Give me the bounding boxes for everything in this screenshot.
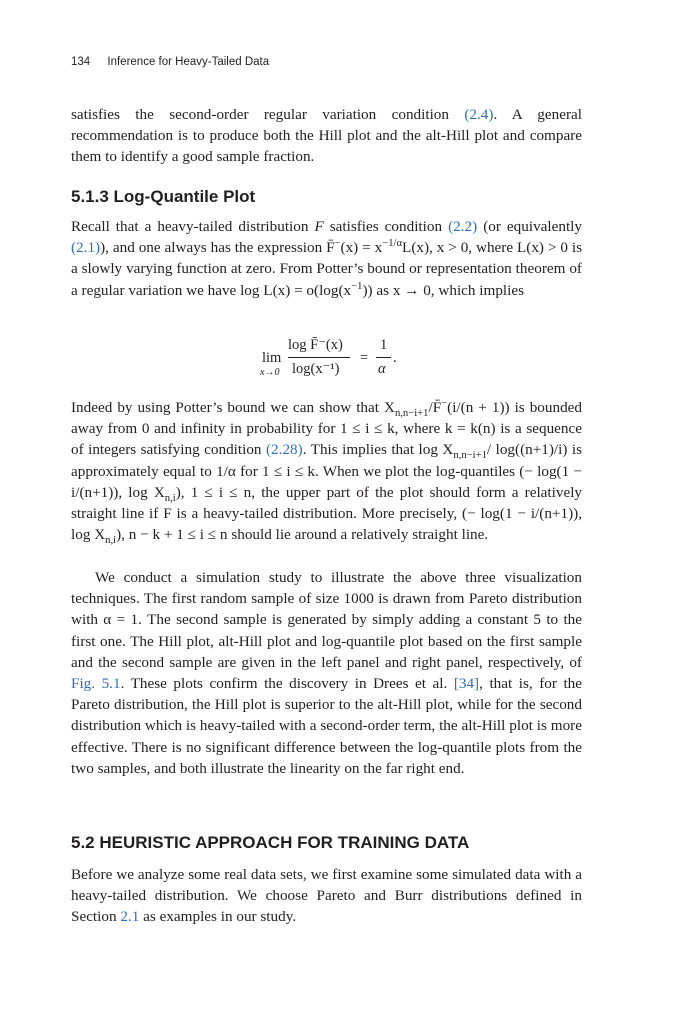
eq-fraction-bar — [288, 357, 350, 358]
eq-lim: lim — [262, 350, 282, 366]
text: Indeed by using Potter’s bound we can show that X — [71, 399, 395, 416]
citation-link[interactable]: [34] — [453, 675, 480, 693]
text: ), 1 ≤ i ≤ n, the upper part of the plot should form a relatively straight line if F is a heavy-tailed distribution. More precisely, (− log(1 − i/(n+1)), log X — [71, 483, 583, 544]
subscript: n,i — [105, 535, 117, 547]
text: / log((n+1)/i) is approximately equal to 1/α for 1 ≤ i ≤ k. When we plot the log-quantiles (− log(1 − i/(n+1)), log X — [71, 441, 583, 501]
eq-rhs-denominator: α — [378, 361, 386, 377]
figure-link[interactable]: Fig. 5.1 — [71, 675, 121, 693]
superscript: −1/α — [382, 238, 403, 250]
eq-lim-subscript: x→0 — [260, 367, 280, 378]
superscript: − — [334, 238, 341, 250]
equation-link[interactable]: (2.1) — [71, 239, 101, 257]
paragraph-3 — [71, 397, 582, 545]
superscript: −1 — [351, 280, 363, 292]
paragraph-1 — [71, 104, 582, 168]
paragraph-5 — [71, 864, 582, 928]
text: ), and one always has the expression F̄ — [100, 239, 335, 257]
text: We conduct a simulation study to illustrate the above three visualization techniques. The first random sample of size 1000 is drawn from Pareto distribution with α = 1. The second sample is generated by simply adding a constant 5 to the first one. The Hill plot, alt-Hill plot and log-quantile plot based on the first sample and the second sample are given in the left panel and right panel, respectively, of — [71, 569, 582, 671]
paragraph-2 — [71, 216, 582, 301]
section-heading-5-1-3: 5.1.3 Log-Quantile Plot — [71, 187, 256, 206]
text: , that is, for the Pareto distribution, the Hill plot is superior to the alt-Hill plot, while for the second distribution which is heavy-tailed with a second-order term, the alt-Hill plot is more effective. There is no significant difference between the log-quantile plots from the two samples, and both illustrate the linearity on the far right end. — [71, 675, 582, 777]
page-number: 134 — [71, 56, 91, 68]
text: . This implies that log X — [302, 441, 454, 459]
eq-denominator: log(x⁻¹) — [292, 361, 340, 377]
subscript: n,n−i+1 — [394, 408, 429, 420]
paragraph-4 — [71, 567, 582, 779]
subscript: n,i — [164, 492, 176, 504]
text: Before we analyze some real data sets, we first examine some simulated data with a heavy-tailed distribution. We choose Pareto and Burr distributions defined in Section — [71, 866, 582, 926]
display-equation — [258, 337, 428, 383]
eq-numerator: log F̄⁻(x) — [288, 337, 343, 353]
equation-link[interactable]: (2.4) — [464, 106, 494, 123]
subscript: n,n−i+1 — [453, 450, 487, 462]
text: Recall that a heavy-tailed distribution — [71, 218, 315, 235]
text: (or equivalently — [477, 218, 582, 235]
running-title: Inference for Heavy-Tailed Data — [107, 56, 270, 68]
text: satisfies condition — [323, 218, 449, 235]
eq-rhs-numerator: 1 — [380, 337, 388, 353]
text: L(x), x > 0, where L(x) > 0 is a slowly varying function at zero. From Potter’s bound or representation theorem of a regular variation we have log L(x) = o(log(x — [71, 239, 582, 299]
text: ), n − k + 1 ≤ i ≤ n should lie around a relatively straight line. — [116, 526, 489, 544]
eq-period: . — [393, 350, 397, 366]
text: (x) = x — [340, 239, 383, 257]
section-heading-5-2: 5.2 HEURISTIC APPROACH FOR TRAINING DATA — [71, 833, 470, 852]
text: as examples in our study. — [139, 908, 297, 926]
section-link[interactable]: 2.1 — [120, 908, 140, 926]
text: . A general recommendation is to produce both the Hill plot and the alt-Hill plot and compare them to identify a good sample fraction. — [71, 106, 582, 166]
eq-equals: = — [360, 350, 369, 366]
text: (i/(n + 1)) is bounded away from 0 and infinity in probability for 1 ≤ i ≤ k, where k = k(n) is a sequence of integers satisfying condition — [71, 399, 583, 459]
text: satisfies the second-order regular variation condition — [71, 106, 465, 123]
running-header — [71, 56, 269, 68]
equation-link[interactable]: (2.2) — [448, 218, 478, 235]
text: )) as x → 0, which implies — [362, 281, 525, 299]
text: /F̄ — [428, 399, 442, 416]
text: . These plots confirm the discovery in Drees et al. — [120, 675, 454, 693]
superscript: − — [441, 397, 448, 409]
math: F — [314, 218, 324, 235]
eq-rhs-bar — [376, 357, 391, 358]
equation-link[interactable]: (2.28) — [266, 441, 303, 459]
